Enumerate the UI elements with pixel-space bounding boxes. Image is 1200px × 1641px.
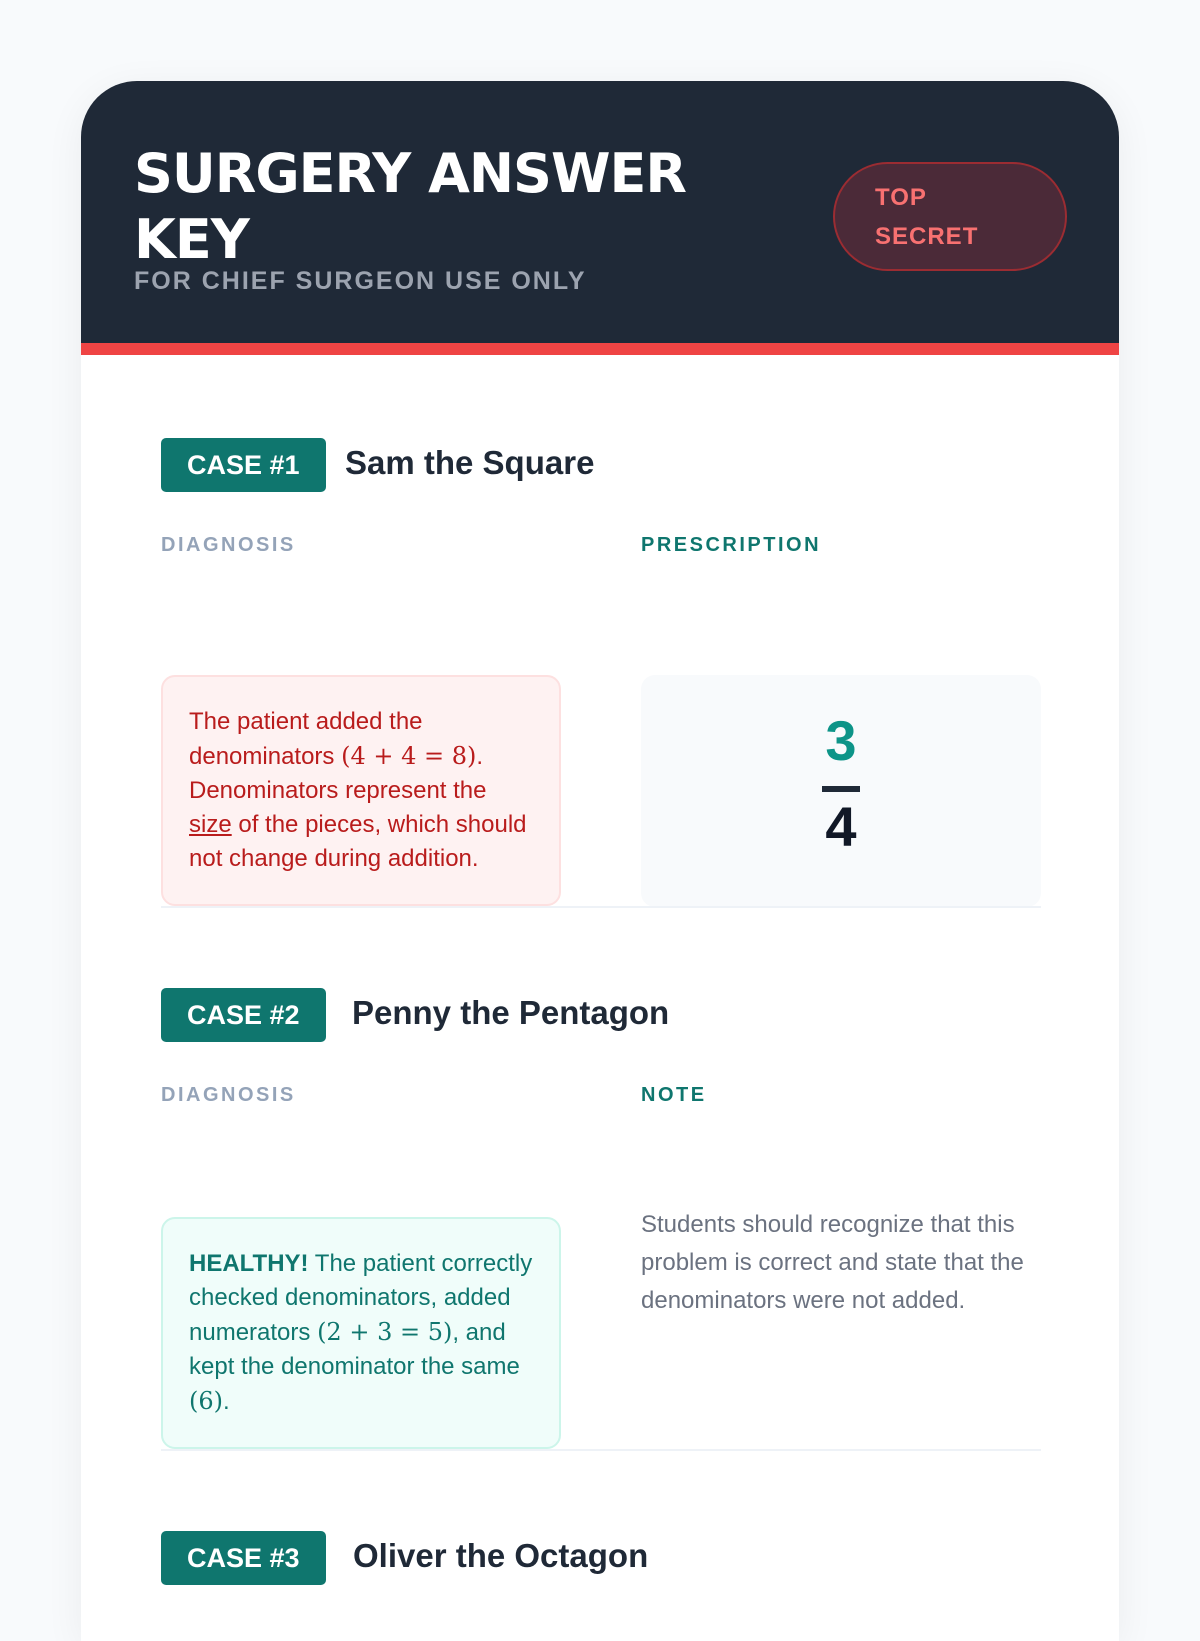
page-title: SURGERY ANSWER KEY (134, 142, 686, 271)
header (81, 81, 1119, 355)
math-expression: (2 + 3 = 5) (317, 1318, 453, 1346)
prescription-label: PRESCRIPTION (641, 534, 822, 556)
case-patient-name: Oliver the Octagon (353, 1537, 649, 1574)
fraction-denominator: 4 (825, 795, 857, 858)
diagnosis-label: DIAGNOSIS (161, 534, 296, 556)
diagnosis-text: . Denominators represent the (189, 743, 487, 804)
fraction-bar (822, 786, 860, 792)
diagnosis-text: The patient correctly checked denominators, added numerators (189, 1250, 533, 1346)
diagnosis-text: The patient added the denominators (189, 708, 423, 770)
case-patient-name: Sam the Square (345, 444, 595, 481)
answer-key-card (81, 81, 1119, 1641)
diagnosis-box (161, 1217, 561, 1449)
badge-line-1: TOP (875, 184, 927, 211)
diagnosis-box (161, 675, 561, 906)
diagnosis-text: , and kept the denominator the same (189, 1319, 520, 1380)
case-2 (161, 988, 1041, 1415)
note-label: NOTE (641, 1084, 707, 1106)
diagnosis-text: . (223, 1388, 230, 1415)
diagnosis-text: of the pieces, which should not change during addition. (189, 811, 527, 872)
case-patient-name: Penny the Pentagon (352, 994, 670, 1031)
math-expression: (4 + 4 = 8) (341, 742, 477, 770)
healthy-label: HEALTHY! (189, 1250, 309, 1277)
section-divider (161, 906, 1041, 908)
case-number-badge: CASE #3 (161, 1531, 326, 1585)
section-divider (161, 1449, 1041, 1451)
case-header (161, 1531, 1041, 1585)
badge-line-2: SECRET (875, 223, 979, 250)
case-number-badge: CASE #2 (161, 988, 326, 1042)
diagnosis-label: DIAGNOSIS (161, 1084, 296, 1106)
page-subtitle: FOR CHIEF SURGEON USE ONLY (134, 267, 587, 295)
note-text: Students should recognize that this problem is correct and state that the denominators were not added. (641, 1211, 1024, 1314)
case-1 (161, 438, 1041, 872)
fraction-numerator: 3 (825, 709, 857, 772)
case-header (161, 988, 1041, 1042)
case-3 (161, 1531, 1041, 1585)
case-header (161, 438, 1041, 492)
top-secret-badge (833, 162, 1067, 271)
prescription-box (641, 675, 1041, 907)
case-number-badge: CASE #1 (161, 438, 326, 492)
underlined-term: size (189, 811, 232, 838)
math-expression: (6) (189, 1387, 223, 1415)
